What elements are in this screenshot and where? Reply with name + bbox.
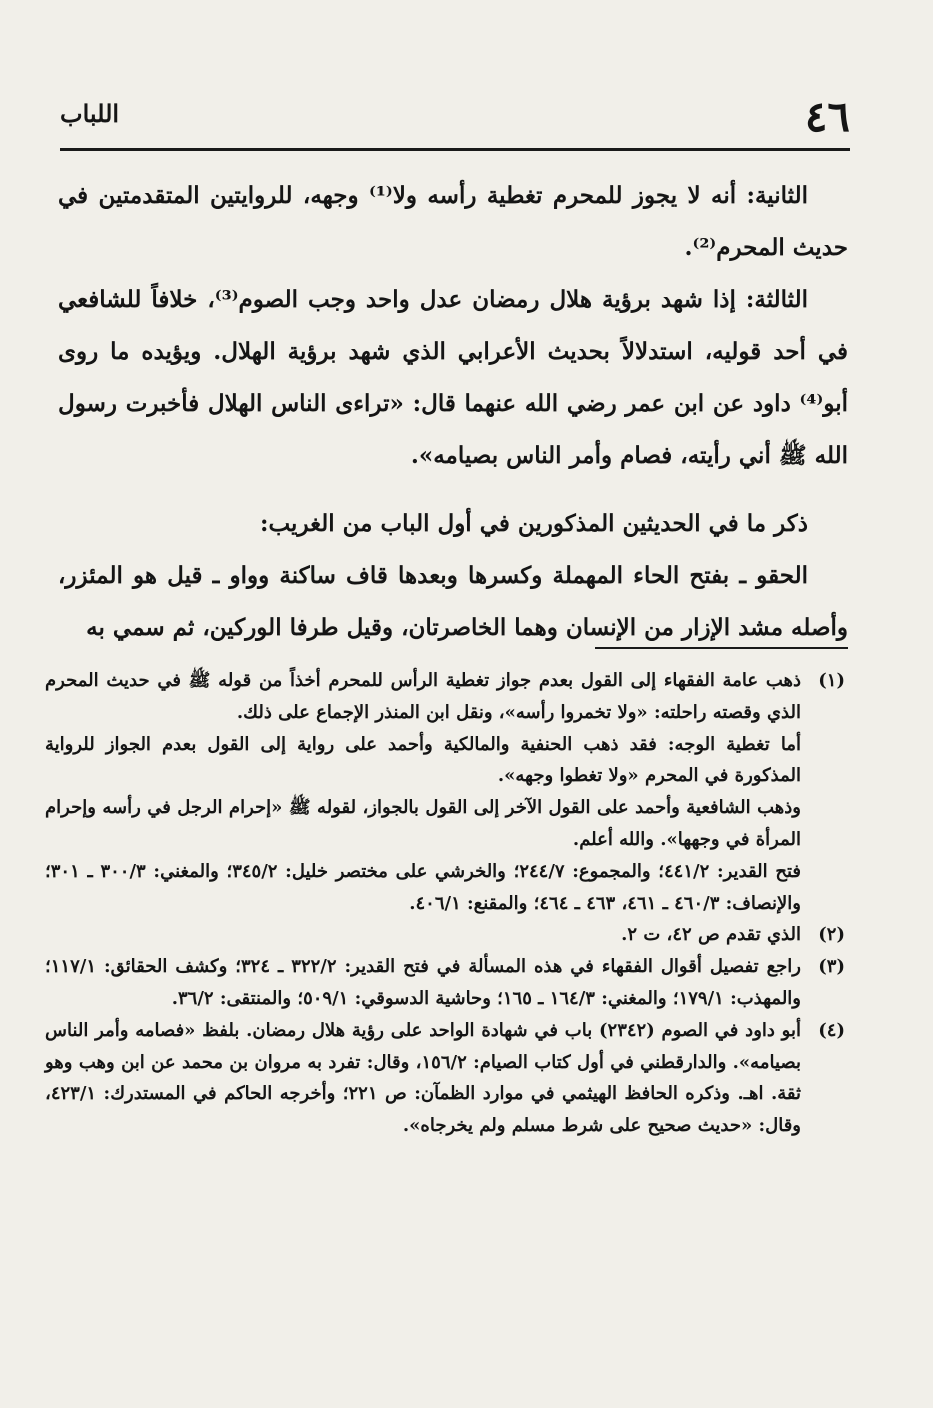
footnote-line: راجع تفصيل أقوال الفقهاء في هذه المسألة في فتح القدير: ٣٢٢/٢ ـ ٣٢٤؛ وكشف الحقائق: ١١٧/١؛ والمهذب: ١٧٩/١؛ والمغني: ١٦٤/٣ ـ ١٦٥؛ وحاشية الدسوقي: ٥٠٩/١؛ والمنتقى: ٣٦/٢.	[45, 956, 801, 1009]
footnote-text	[45, 665, 801, 919]
footnotes	[45, 665, 845, 1142]
footnote-line: الذي تقدم ص ٤٢، ت ٢.	[621, 924, 801, 946]
section-heading-gharib: ذكر ما في الحديثين المذكورين في أول الباب من الغريب:	[259, 510, 808, 537]
footnote-number: (٣)	[818, 956, 845, 978]
footnote-number: (٤)	[818, 1019, 845, 1041]
footnote-divider	[595, 647, 848, 649]
footnote-line: أبو داود في الصوم (٢٣٤٢) باب في شهادة الواحد على رؤية هلال رمضان. بلفظ «فصامه وأمر الناس بصيامه». والدارقطني في أول كتاب الصيام: ١٥٦/٢، وقال: تفرد به مروان بن محمد عن ابن وهب وهو ثقة. اهـ. وذكره الحافظ الهيثمي في موارد الظمآن: ص ٢٢١؛ وأخرجه الحاكم في المستدرك: ٤٢٣/١، وقال: «حديث صحيح على شرط مسلم ولم يخرجاه».	[45, 1019, 801, 1137]
footnote-line: فتح القدير: ٤٤١/٢؛ والمجموع: ٢٤٤/٧؛ والخرشي على مختصر خليل: ٣٤٥/٢؛ والمغني: ٣٠٠/٣ ـ ٣٠١؛ والإنصاف: ٤٦٠/٣ ـ ٤٦١، ٤٦٣ ـ ٤٦٤؛ والمقنع: ٤٠٦/١.	[45, 860, 801, 914]
paragraph-haqw-definition: الحقو ـ بفتح الحاء المهملة وكسرها وبعدها قاف ساكنة وواو ـ قيل هو المئزر، وأصله مشد الإزار من الإنسان وهما الخاصرتان، وقيل طرفا الوركين، ثم سمي به	[58, 562, 848, 641]
footnote-3	[45, 951, 845, 1015]
footnote-text	[45, 1015, 801, 1142]
footnote-line: وذهب الشافعية وأحمد على القول الآخر إلى القول بالجواز، لقوله ﷺ «إحرام الرجل في رأسه وإحرام المرأة في وجهها». والله أعلم.	[45, 797, 801, 850]
footnote-4	[45, 1015, 845, 1142]
footnote-text	[45, 951, 801, 1015]
footnote-2	[45, 919, 845, 951]
footnote-1	[45, 665, 845, 919]
running-title: اللباب	[60, 99, 120, 128]
footnote-text	[45, 919, 801, 951]
footnote-line: أما تغطية الوجه: فقد ذهب الحنفية والمالكية وأحمد على رواية إلى القول بعدم الجواز للرواية المذكورة في المحرم «ولا تغطوا وجهه».	[45, 733, 801, 787]
page-number: ٤٦	[804, 92, 850, 141]
page-header	[60, 92, 850, 142]
header-rule	[60, 148, 850, 151]
footnote-number: (١)	[818, 670, 845, 691]
footnote-number: (٢)	[818, 924, 845, 946]
paragraph-second-ruling: الثانية: أنه لا يجوز للمحرم تغطية رأسه ولا⁽¹⁾ وجهه، للروايتين المتقدمتين في حديث المحرم⁽²⁾.	[58, 182, 848, 261]
main-text	[58, 170, 848, 654]
paragraph-third-ruling: الثالثة: إذا شهد برؤية هلال رمضان عدل واحد وجب الصوم⁽³⁾، خلافاً للشافعي في أحد قوليه، استدلالاً بحديث الأعرابي الذي شهد برؤية الهلال. ويؤيده ما روى أبو⁽⁴⁾ داود عن ابن عمر رضي الله عنهما قال: «تراءى الناس الهلال فأخبرت رسول الله ﷺ أني رأيته، فصام وأمر الناس بصيامه».	[58, 286, 848, 469]
footnote-line: ذهب عامة الفقهاء إلى القول بعدم جواز تغطية الرأس للمحرم أخذاً من قوله ﷺ في حديث المحرم الذي وقصته راحلته: «ولا تخمروا رأسه»، ونقل ابن المنذر الإجماع على ذلك.	[45, 670, 801, 723]
